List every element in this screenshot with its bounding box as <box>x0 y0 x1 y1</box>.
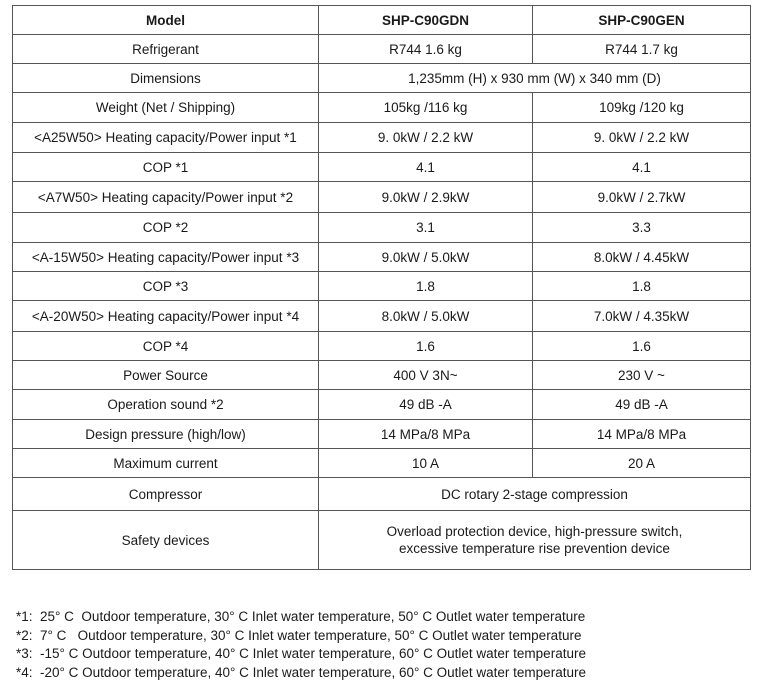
row-value-1: 4.1 <box>319 153 533 182</box>
row-value-2: 7.0kW / 4.35kW <box>533 301 751 332</box>
header-model-2: SHP-C90GEN <box>533 6 751 35</box>
row-value-1: 400 V 3N~ <box>319 361 533 390</box>
table-row <box>13 361 751 390</box>
header-label: Model <box>13 6 319 35</box>
row-label: Dimensions <box>13 64 319 93</box>
row-value-2: 109kg /120 kg <box>533 93 751 123</box>
row-label: COP *3 <box>13 272 319 301</box>
row-value-1: 9. 0kW / 2.2 kW <box>319 123 533 153</box>
row-value-span: DC rotary 2-stage compression <box>319 478 751 511</box>
table-row <box>13 511 751 570</box>
row-label: COP *1 <box>13 153 319 182</box>
table-row <box>13 182 751 213</box>
row-value-1: 8.0kW / 5.0kW <box>319 301 533 332</box>
row-value-1: 105kg /116 kg <box>319 93 533 123</box>
row-label: COP *2 <box>13 213 319 243</box>
row-label: <A7W50> Heating capacity/Power input *2 <box>13 182 319 213</box>
safety-line-2: excessive temperature rise prevention device <box>399 541 670 556</box>
table-row <box>13 64 751 93</box>
row-value-2: 8.0kW / 4.45kW <box>533 243 751 272</box>
table-row <box>13 153 751 182</box>
row-value-1: 1.8 <box>319 272 533 301</box>
row-value-1: 3.1 <box>319 213 533 243</box>
row-label: Safety devices <box>13 511 319 570</box>
row-value-1: 49 dB -A <box>319 390 533 420</box>
row-value-1: 14 MPa/8 MPa <box>319 420 533 449</box>
footnote-4: *4: -20° C Outdoor temperature, 40° C Inlet water temperature, 60° C Outlet water temperature <box>16 664 586 680</box>
row-label: Design pressure (high/low) <box>13 420 319 449</box>
row-value-2: 14 MPa/8 MPa <box>533 420 751 449</box>
table-row <box>13 272 751 301</box>
table-row <box>13 478 751 511</box>
row-value-2: 20 A <box>533 449 751 478</box>
row-value-2: 3.3 <box>533 213 751 243</box>
row-value-2: 9.0kW / 2.7kW <box>533 182 751 213</box>
row-label: <A-20W50> Heating capacity/Power input *4 <box>13 301 319 332</box>
row-value-2: 9. 0kW / 2.2 kW <box>533 123 751 153</box>
row-value-1: 1.6 <box>319 332 533 361</box>
row-label: Refrigerant <box>13 35 319 64</box>
row-value-2: 1.6 <box>533 332 751 361</box>
table-row <box>13 449 751 478</box>
table-row <box>13 123 751 153</box>
row-value-1: 9.0kW / 2.9kW <box>319 182 533 213</box>
safety-line-1: Overload protection device, high-pressure switch, <box>386 524 683 539</box>
table-row <box>13 420 751 449</box>
row-value-2: 49 dB -A <box>533 390 751 420</box>
table-row <box>13 213 751 243</box>
row-value-2: 4.1 <box>533 153 751 182</box>
table-row <box>13 93 751 123</box>
spec-table <box>12 5 751 570</box>
footnote-3: *3: -15° C Outdoor temperature, 40° C Inlet water temperature, 60° C Outlet water temperature <box>16 646 586 661</box>
row-value-2: R744 1.7 kg <box>533 35 751 64</box>
row-label: Compressor <box>13 478 319 511</box>
row-value-1: 9.0kW / 5.0kW <box>319 243 533 272</box>
row-value-span: 1,235mm (H) x 930 mm (W) x 340 mm (D) <box>319 64 751 93</box>
table-row <box>13 35 751 64</box>
row-value-1: R744 1.6 kg <box>319 35 533 64</box>
row-value-2: 230 V ~ <box>533 361 751 390</box>
table-row <box>13 301 751 332</box>
row-value-span <box>319 511 751 570</box>
row-label: COP *4 <box>13 332 319 361</box>
footnote-1: *1: 25° C Outdoor temperature, 30° C Inlet water temperature, 50° C Outlet water temperature <box>16 609 586 624</box>
row-label: Operation sound *2 <box>13 390 319 420</box>
table-row <box>13 390 751 420</box>
row-label: Maximum current <box>13 449 319 478</box>
footnote-2: *2: 7° C Outdoor temperature, 30° C Inlet water temperature, 50° C Outlet water temperature <box>16 627 582 643</box>
header-model-1: SHP-C90GDN <box>319 6 533 35</box>
row-label: <A-15W50> Heating capacity/Power input *3 <box>13 243 319 272</box>
row-label: <A25W50> Heating capacity/Power input *1 <box>13 123 319 153</box>
table-header-row <box>13 6 751 35</box>
row-value-1: 10 A <box>319 449 533 478</box>
row-label: Power Source <box>13 361 319 390</box>
footnotes <box>16 608 586 682</box>
table-row <box>13 332 751 361</box>
row-label: Weight (Net / Shipping) <box>13 93 319 123</box>
table-row <box>13 243 751 272</box>
row-value-2: 1.8 <box>533 272 751 301</box>
